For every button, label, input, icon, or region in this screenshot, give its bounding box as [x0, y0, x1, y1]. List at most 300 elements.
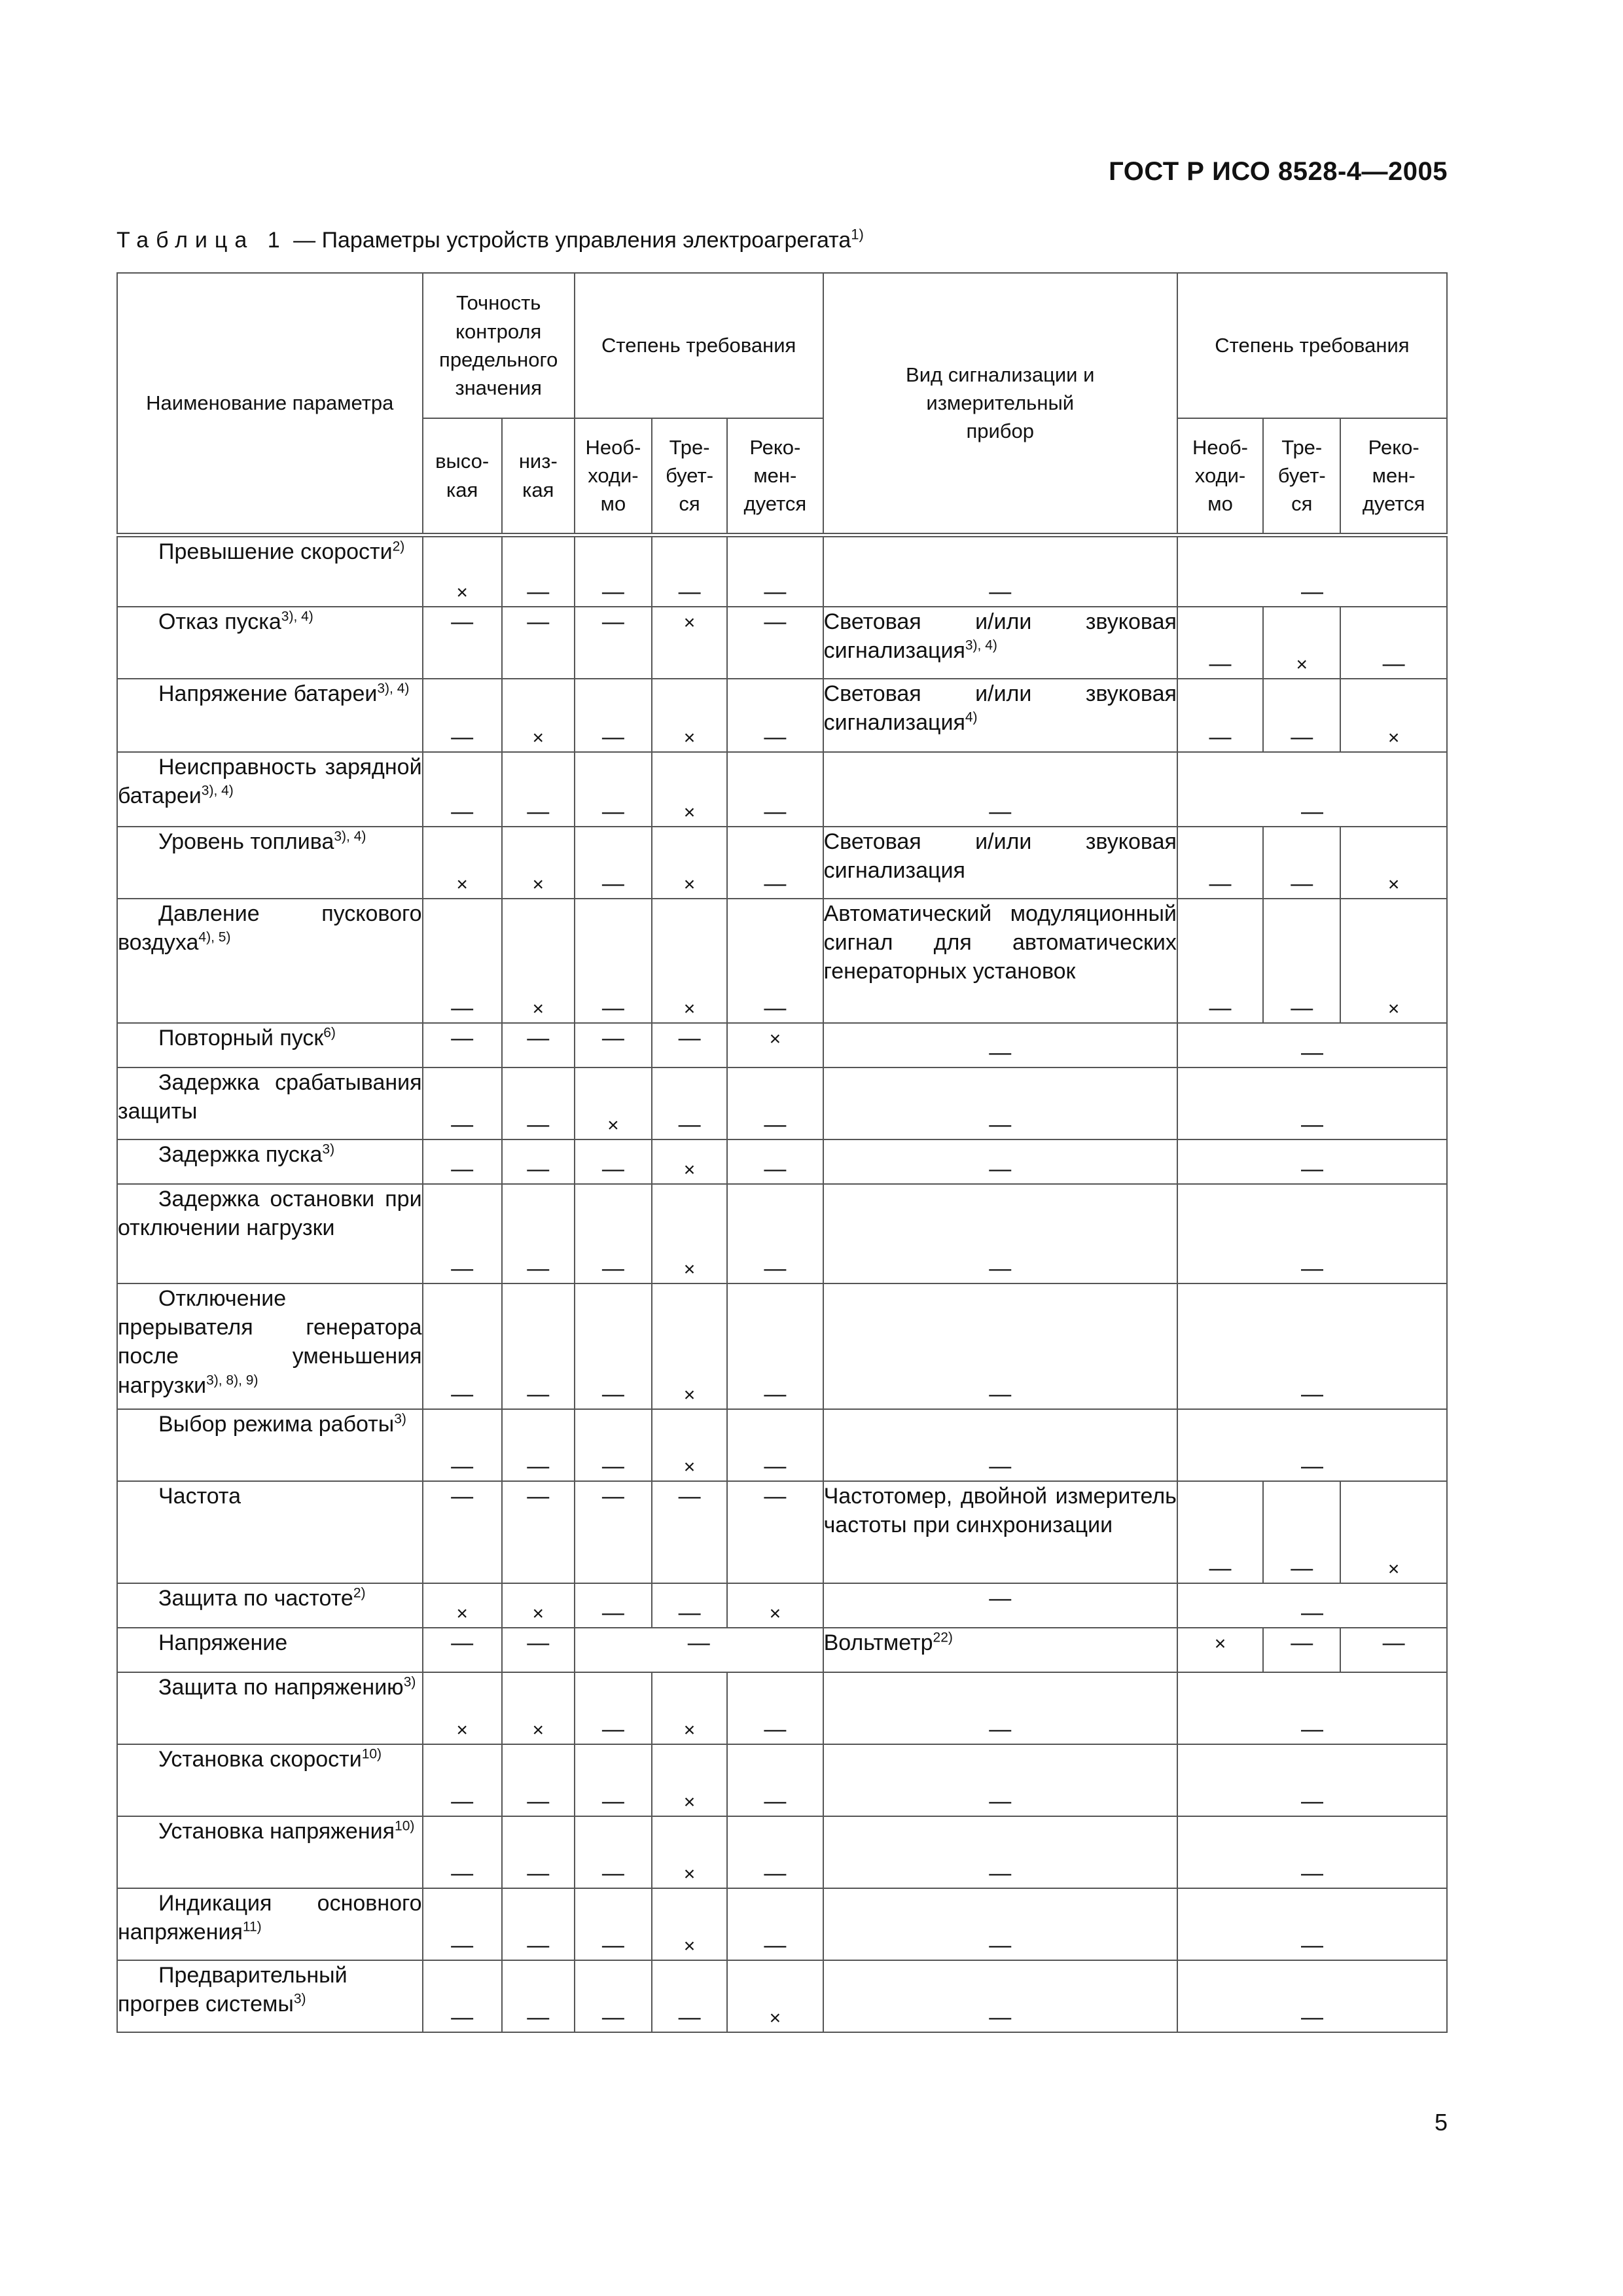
req-required-cell-value: ×	[683, 612, 696, 634]
table-row	[117, 1023, 1447, 1067]
req2-necessary-cell-value: —	[1209, 724, 1232, 749]
footnote-ref: 3), 4)	[201, 783, 234, 798]
req2-recommended-cell	[1340, 679, 1447, 752]
accuracy-low-cell	[502, 827, 575, 899]
req-recommended-cell	[727, 1744, 823, 1816]
table-caption	[116, 228, 864, 253]
req-required-cell	[652, 1409, 727, 1481]
req-recommended-cell-value: ×	[769, 2007, 781, 2029]
req-recommended-cell-value: —	[764, 579, 787, 604]
req-required-cell-value: ×	[683, 1935, 696, 1957]
parameter-name-text: Превышение скорости	[158, 539, 393, 564]
req-necessary-cell	[575, 1888, 652, 1960]
req-required-cell-value: —	[678, 1484, 701, 1509]
accuracy-low-cell	[502, 1628, 575, 1672]
parameter-name-text: Защита по частоте	[158, 1586, 353, 1611]
requirement2-merged-cell-value: —	[1300, 1156, 1323, 1181]
req-necessary-cell	[575, 1672, 652, 1744]
signal-text: —	[989, 1586, 1012, 1611]
header-accuracy-low: низ-кая	[502, 418, 575, 535]
accuracy-low-cell	[502, 1184, 575, 1283]
accuracy-high-cell	[423, 1409, 502, 1481]
req2-necessary-cell	[1177, 899, 1263, 1023]
parameter-name-text: Задержка остановки при отключении нагрузки	[118, 1187, 422, 1241]
accuracy-high-cell-value: —	[451, 724, 474, 749]
table-row	[117, 1960, 1447, 2032]
req-recommended-cell	[727, 827, 823, 899]
signal-text: Частотомер, двойной измеритель частоты при синхронизации	[823, 1484, 1177, 1538]
requirement2-merged-cell-value: —	[1300, 1788, 1323, 1814]
header-req2-necessary: Необ-ходи-мо	[1177, 418, 1263, 535]
accuracy-low-cell-value: —	[527, 1788, 550, 1814]
parameter-name-text: Установка скорости	[158, 1747, 362, 1772]
requirement2-merged-cell	[1177, 1583, 1447, 1628]
req-recommended-cell	[727, 1583, 823, 1628]
req-required-cell	[652, 752, 727, 827]
footnote-ref: 2)	[353, 1585, 366, 1601]
header-req-necessary: Необ-ходи-мо	[575, 418, 652, 535]
req-necessary-cell-value: —	[601, 1381, 624, 1407]
requirement2-merged-cell-value: —	[1300, 1255, 1323, 1281]
accuracy-high-cell-value: —	[451, 1111, 474, 1137]
accuracy-low-cell-value: ×	[532, 997, 544, 1020]
accuracy-high-cell-value: —	[451, 1484, 474, 1509]
accuracy-low-cell	[502, 1583, 575, 1628]
signal-cell	[823, 1888, 1177, 1960]
accuracy-high-cell	[423, 607, 502, 679]
parameter-name	[117, 1139, 423, 1184]
table-row	[117, 1283, 1447, 1409]
accuracy-high-cell	[423, 1960, 502, 2032]
parameter-name	[117, 1184, 423, 1283]
accuracy-high-cell-value: —	[451, 1630, 474, 1655]
req2-required-cell-value: ×	[1296, 653, 1308, 675]
requirement2-merged-cell	[1177, 1184, 1447, 1283]
footnote-ref: 4)	[965, 709, 978, 725]
accuracy-high-cell	[423, 1888, 502, 1960]
accuracy-low-cell-value: ×	[532, 726, 544, 749]
requirement2-merged-cell-value: —	[1300, 1600, 1323, 1625]
signal-text: Автоматический модуляционный сигнал для автоматических генераторных установок	[823, 901, 1177, 984]
accuracy-low-cell-value: —	[527, 579, 550, 604]
table-row	[117, 1672, 1447, 1744]
req2-recommended-cell-value: ×	[1387, 726, 1400, 749]
req-recommended-cell-value: —	[764, 798, 787, 824]
parameter-name	[117, 752, 423, 827]
req-necessary-cell	[575, 1816, 652, 1888]
req-required-cell	[652, 607, 727, 679]
signal-cell	[823, 1583, 1177, 1628]
footnote-ref: 3)	[322, 1141, 335, 1157]
accuracy-high-cell-value: —	[451, 1381, 474, 1407]
req2-required-cell-value: —	[1291, 1555, 1313, 1581]
accuracy-high-cell-value: —	[451, 1788, 474, 1814]
req2-required-cell	[1263, 827, 1340, 899]
requirement2-merged-cell	[1177, 1139, 1447, 1184]
accuracy-high-cell	[423, 1023, 502, 1067]
table-row	[117, 1067, 1447, 1139]
accuracy-low-cell-value: —	[527, 1453, 550, 1479]
req-required-cell-value: ×	[683, 801, 696, 823]
accuracy-high-cell	[423, 899, 502, 1023]
req-necessary-cell-value: —	[601, 724, 624, 749]
signal-cell	[823, 899, 1177, 1023]
req-recommended-cell-value: —	[764, 1453, 787, 1479]
req2-required-cell	[1263, 899, 1340, 1023]
accuracy-high-cell	[423, 1744, 502, 1816]
table-row	[117, 1139, 1447, 1184]
parameter-name	[117, 679, 423, 752]
table-caption-note: 1)	[851, 226, 864, 243]
req2-necessary-cell-value: —	[1209, 651, 1232, 676]
signal-text: —	[989, 798, 1012, 824]
accuracy-high-cell	[423, 1184, 502, 1283]
footnote-ref: 10)	[361, 1746, 382, 1762]
req-recommended-cell-value: —	[764, 1716, 787, 1742]
signal-cell	[823, 752, 1177, 827]
signal-cell	[823, 1409, 1177, 1481]
signal-text: —	[989, 1039, 1012, 1065]
requirement2-merged-cell	[1177, 535, 1447, 607]
accuracy-high-cell	[423, 535, 502, 607]
req-recommended-cell-value: —	[764, 1111, 787, 1137]
accuracy-high-cell	[423, 1481, 502, 1583]
accuracy-low-cell	[502, 752, 575, 827]
footnote-ref: 2)	[392, 539, 405, 554]
req-required-cell-value: —	[678, 1026, 701, 1050]
accuracy-high-cell	[423, 679, 502, 752]
req-recommended-cell-value: —	[764, 1381, 787, 1407]
accuracy-high-cell-value: —	[451, 2004, 474, 2030]
accuracy-low-cell	[502, 1023, 575, 1067]
signal-text: —	[989, 1156, 1012, 1181]
accuracy-low-cell	[502, 1744, 575, 1816]
table-row	[117, 1481, 1447, 1583]
req-necessary-cell	[575, 1481, 652, 1583]
parameter-name	[117, 1744, 423, 1816]
signal-cell	[823, 679, 1177, 752]
requirement2-merged-cell-value: —	[1300, 2004, 1323, 2030]
footnote-ref: 3), 8), 9)	[206, 1372, 259, 1388]
req-required-cell	[652, 1888, 727, 1960]
req-necessary-cell-value: ×	[607, 1114, 619, 1136]
req2-necessary-cell-value: ×	[1214, 1633, 1226, 1655]
footnote-ref: 3), 4)	[334, 829, 366, 844]
accuracy-high-cell	[423, 752, 502, 827]
footnote-ref: 10)	[395, 1818, 415, 1834]
req-necessary-cell	[575, 1960, 652, 2032]
req-required-cell-value: ×	[683, 1158, 696, 1181]
req-recommended-cell-value: —	[764, 1860, 787, 1886]
req-required-cell-value: —	[678, 1600, 701, 1625]
req-necessary-cell-value: —	[601, 609, 624, 634]
signal-cell	[823, 607, 1177, 679]
req-required-cell-value: ×	[683, 873, 696, 895]
req-recommended-cell	[727, 1023, 823, 1067]
req-required-cell-value: ×	[683, 1456, 696, 1478]
accuracy-low-cell	[502, 899, 575, 1023]
req-necessary-cell-value: —	[601, 1156, 624, 1181]
table-row	[117, 1816, 1447, 1888]
requirement2-merged-cell-value: —	[1300, 1111, 1323, 1137]
req2-required-cell	[1263, 607, 1340, 679]
requirement2-merged-cell	[1177, 752, 1447, 827]
requirement2-merged-cell	[1177, 1067, 1447, 1139]
header-req2-required: Тре-бует-ся	[1263, 418, 1340, 535]
parameter-name	[117, 827, 423, 899]
accuracy-low-cell-value: ×	[532, 873, 544, 895]
signal-cell	[823, 1283, 1177, 1409]
req-required-cell-value: ×	[683, 997, 696, 1020]
table-caption-prefix: Таблица 1	[116, 228, 287, 253]
requirement2-merged-cell	[1177, 1283, 1447, 1409]
req-recommended-cell	[727, 607, 823, 679]
parameter-name	[117, 1481, 423, 1583]
req-required-cell-value: ×	[683, 1384, 696, 1406]
parameter-name-text: Неисправность зарядной батареи	[118, 755, 422, 809]
req2-necessary-cell-value: —	[1209, 870, 1232, 896]
req-necessary-cell-value: —	[601, 1453, 624, 1479]
parameter-name-text: Индикация основного напряжения	[118, 1891, 422, 1945]
page-number: 5	[1434, 2109, 1448, 2136]
req-required-cell-value: ×	[683, 1863, 696, 1885]
req2-required-cell-value: —	[1291, 870, 1313, 896]
req-recommended-cell	[727, 1067, 823, 1139]
footnote-ref: 11)	[242, 1919, 262, 1935]
table-row	[117, 1744, 1447, 1816]
header-signal: Вид сигнализации и измерительный прибор	[823, 273, 1177, 535]
req-recommended-cell	[727, 1960, 823, 2032]
parameter-name-text: Отказ пуска	[158, 609, 281, 634]
req-required-cell	[652, 827, 727, 899]
req-necessary-cell	[575, 1023, 652, 1067]
req2-recommended-cell	[1340, 1481, 1447, 1583]
signal-cell	[823, 1023, 1177, 1067]
footnote-ref: 6)	[323, 1025, 336, 1041]
parameter-name-text: Напряжение	[158, 1630, 288, 1655]
req-recommended-cell-value: —	[764, 724, 787, 749]
parameter-name-text: Задержка срабатывания защиты	[118, 1070, 422, 1124]
accuracy-low-cell-value: —	[527, 609, 550, 634]
req-required-cell-value: —	[678, 2004, 701, 2030]
parameter-name-text: Предварительный прогрев системы	[118, 1963, 348, 2017]
accuracy-high-cell	[423, 1816, 502, 1888]
signal-text: —	[989, 1788, 1012, 1814]
signal-cell	[823, 1628, 1177, 1672]
header-requirement-2: Степень требования	[1177, 273, 1447, 418]
accuracy-high-cell-value: —	[451, 609, 474, 634]
req2-required-cell-value: —	[1291, 724, 1313, 749]
req-necessary-cell	[575, 607, 652, 679]
table-row	[117, 1409, 1447, 1481]
req2-required-cell-value: —	[1291, 995, 1313, 1020]
signal-cell	[823, 1184, 1177, 1283]
footnote-ref: 3)	[394, 1411, 406, 1427]
req2-recommended-cell	[1340, 827, 1447, 899]
accuracy-low-cell	[502, 1960, 575, 2032]
parameter-name	[117, 1888, 423, 1960]
header-accuracy: Точность контроля предельного значения	[423, 273, 575, 418]
req-recommended-cell	[727, 1672, 823, 1744]
req-recommended-cell-value: —	[764, 1484, 787, 1509]
accuracy-low-cell-value: —	[527, 1932, 550, 1958]
accuracy-low-cell	[502, 1816, 575, 1888]
table-row	[117, 679, 1447, 752]
signal-cell	[823, 1481, 1177, 1583]
signal-text: —	[989, 1111, 1012, 1137]
req-required-cell	[652, 1283, 727, 1409]
accuracy-low-cell-value: ×	[532, 1719, 544, 1741]
req-necessary-cell	[575, 1184, 652, 1283]
requirement2-merged-cell-value: —	[1300, 1381, 1323, 1407]
req-required-cell	[652, 535, 727, 607]
footnote-ref: 4), 5)	[198, 929, 231, 945]
req-required-cell	[652, 899, 727, 1023]
req-necessary-cell	[575, 1283, 652, 1409]
req-required-cell-value: ×	[683, 1791, 696, 1813]
accuracy-high-cell	[423, 1139, 502, 1184]
req-recommended-cell	[727, 1184, 823, 1283]
accuracy-high-cell-value: —	[451, 798, 474, 824]
req2-recommended-cell-value: —	[1382, 1630, 1405, 1655]
requirement2-merged-cell-value: —	[1300, 1860, 1323, 1886]
accuracy-high-cell-value: —	[451, 1932, 474, 1958]
accuracy-high-cell-value: —	[451, 1860, 474, 1886]
accuracy-low-cell	[502, 679, 575, 752]
accuracy-low-cell-value: —	[527, 1381, 550, 1407]
table-caption-text: — Параметры устройств управления электроагрегата	[287, 228, 851, 253]
requirement2-merged-cell-value: —	[1300, 579, 1323, 604]
req-recommended-cell	[727, 1409, 823, 1481]
parameter-name-text: Установка напряжения	[158, 1819, 395, 1844]
accuracy-low-cell	[502, 1888, 575, 1960]
req2-necessary-cell-value: —	[1209, 1555, 1232, 1581]
req-recommended-cell-value: —	[764, 870, 787, 896]
accuracy-low-cell-value: —	[527, 2004, 550, 2030]
parameter-name	[117, 607, 423, 679]
table-row	[117, 752, 1447, 827]
req-necessary-cell	[575, 1744, 652, 1816]
requirement2-merged-cell	[1177, 1960, 1447, 2032]
parameter-name-text: Давление пускового воздуха	[118, 901, 422, 956]
accuracy-low-cell	[502, 607, 575, 679]
req-required-cell	[652, 1023, 727, 1067]
footnote-ref: 3)	[403, 1674, 416, 1690]
accuracy-high-cell	[423, 827, 502, 899]
parameters-table	[116, 272, 1448, 2033]
req-necessary-cell-value: —	[601, 995, 624, 1020]
req-necessary-cell-value: —	[601, 1484, 624, 1509]
req-recommended-cell	[727, 752, 823, 827]
req-necessary-cell-value: —	[601, 1932, 624, 1958]
accuracy-high-cell-value: ×	[456, 581, 468, 603]
req-recommended-cell-value: —	[764, 1156, 787, 1181]
req-recommended-cell-value: —	[764, 1788, 787, 1814]
req-required-cell-value: ×	[683, 726, 696, 749]
accuracy-low-cell	[502, 1067, 575, 1139]
req-required-cell	[652, 1139, 727, 1184]
table-row	[117, 1583, 1447, 1628]
req2-recommended-cell-value: ×	[1387, 873, 1400, 895]
header-req-recommended: Реко-мен-дуется	[727, 418, 823, 535]
footnote-ref: 3), 4)	[965, 637, 997, 653]
table-body	[117, 535, 1447, 2032]
requirement2-merged-cell-value: —	[1300, 1716, 1323, 1742]
req-necessary-cell	[575, 1409, 652, 1481]
signal-text: Вольтметр	[823, 1630, 933, 1655]
accuracy-low-cell	[502, 1139, 575, 1184]
req-necessary-cell	[575, 1067, 652, 1139]
req-necessary-cell	[575, 752, 652, 827]
req2-necessary-cell	[1177, 607, 1263, 679]
accuracy-low-cell-value: —	[527, 1630, 550, 1655]
signal-cell	[823, 1139, 1177, 1184]
accuracy-high-cell-value: ×	[456, 873, 468, 895]
parameter-name-text: Напряжение батареи	[158, 681, 378, 706]
signal-cell	[823, 1960, 1177, 2032]
accuracy-high-cell	[423, 1583, 502, 1628]
req-required-cell-value: ×	[683, 1719, 696, 1741]
signal-cell	[823, 1744, 1177, 1816]
req-required-cell	[652, 1184, 727, 1283]
footnote-ref: 3)	[293, 1991, 306, 2007]
req-required-cell	[652, 679, 727, 752]
req-necessary-cell	[575, 899, 652, 1023]
footnote-ref: 22)	[933, 1630, 953, 1645]
req-necessary-cell	[575, 1139, 652, 1184]
req-recommended-cell	[727, 1816, 823, 1888]
parameter-name	[117, 1628, 423, 1672]
req-necessary-cell-value: —	[601, 1255, 624, 1281]
accuracy-low-cell-value: —	[527, 1156, 550, 1181]
table-row	[117, 1888, 1447, 1960]
parameter-name	[117, 1583, 423, 1628]
accuracy-low-cell-value: —	[527, 1111, 550, 1137]
accuracy-high-cell-value: ×	[456, 1602, 468, 1624]
req-necessary-cell	[575, 679, 652, 752]
parameter-name	[117, 535, 423, 607]
parameter-name-text: Выбор режима работы	[158, 1412, 395, 1437]
req2-recommended-cell-value: ×	[1387, 1558, 1400, 1580]
req2-necessary-cell	[1177, 1481, 1263, 1583]
accuracy-low-cell-value: —	[527, 1860, 550, 1886]
header-req-required: Тре-бует-ся	[652, 418, 727, 535]
req-recommended-cell	[727, 535, 823, 607]
parameter-name	[117, 1067, 423, 1139]
requirement2-merged-cell-value: —	[1300, 1039, 1323, 1065]
req2-recommended-cell-value: ×	[1387, 997, 1400, 1020]
req2-required-cell	[1263, 1628, 1340, 1672]
parameter-name	[117, 1960, 423, 2032]
req-recommended-cell	[727, 1139, 823, 1184]
req-necessary-cell-value: —	[601, 1716, 624, 1742]
req2-necessary-cell-value: —	[1209, 995, 1232, 1020]
req-necessary-cell-value: —	[601, 1860, 624, 1886]
parameter-name	[117, 1283, 423, 1409]
req-required-cell-value: ×	[683, 1258, 696, 1280]
accuracy-low-cell-value: —	[527, 1026, 550, 1050]
footnote-ref: 3), 4)	[377, 681, 410, 696]
accuracy-low-cell	[502, 1283, 575, 1409]
accuracy-high-cell-value: —	[451, 1453, 474, 1479]
header-req2-recommended: Реко-мен-дуется	[1340, 418, 1447, 535]
req-recommended-cell-value: —	[764, 1932, 787, 1958]
accuracy-low-cell	[502, 1409, 575, 1481]
req-required-cell-value: —	[678, 579, 701, 604]
table-row	[117, 1184, 1447, 1283]
signal-text: —	[989, 579, 1012, 604]
requirement2-merged-cell-value: —	[1300, 1932, 1323, 1958]
